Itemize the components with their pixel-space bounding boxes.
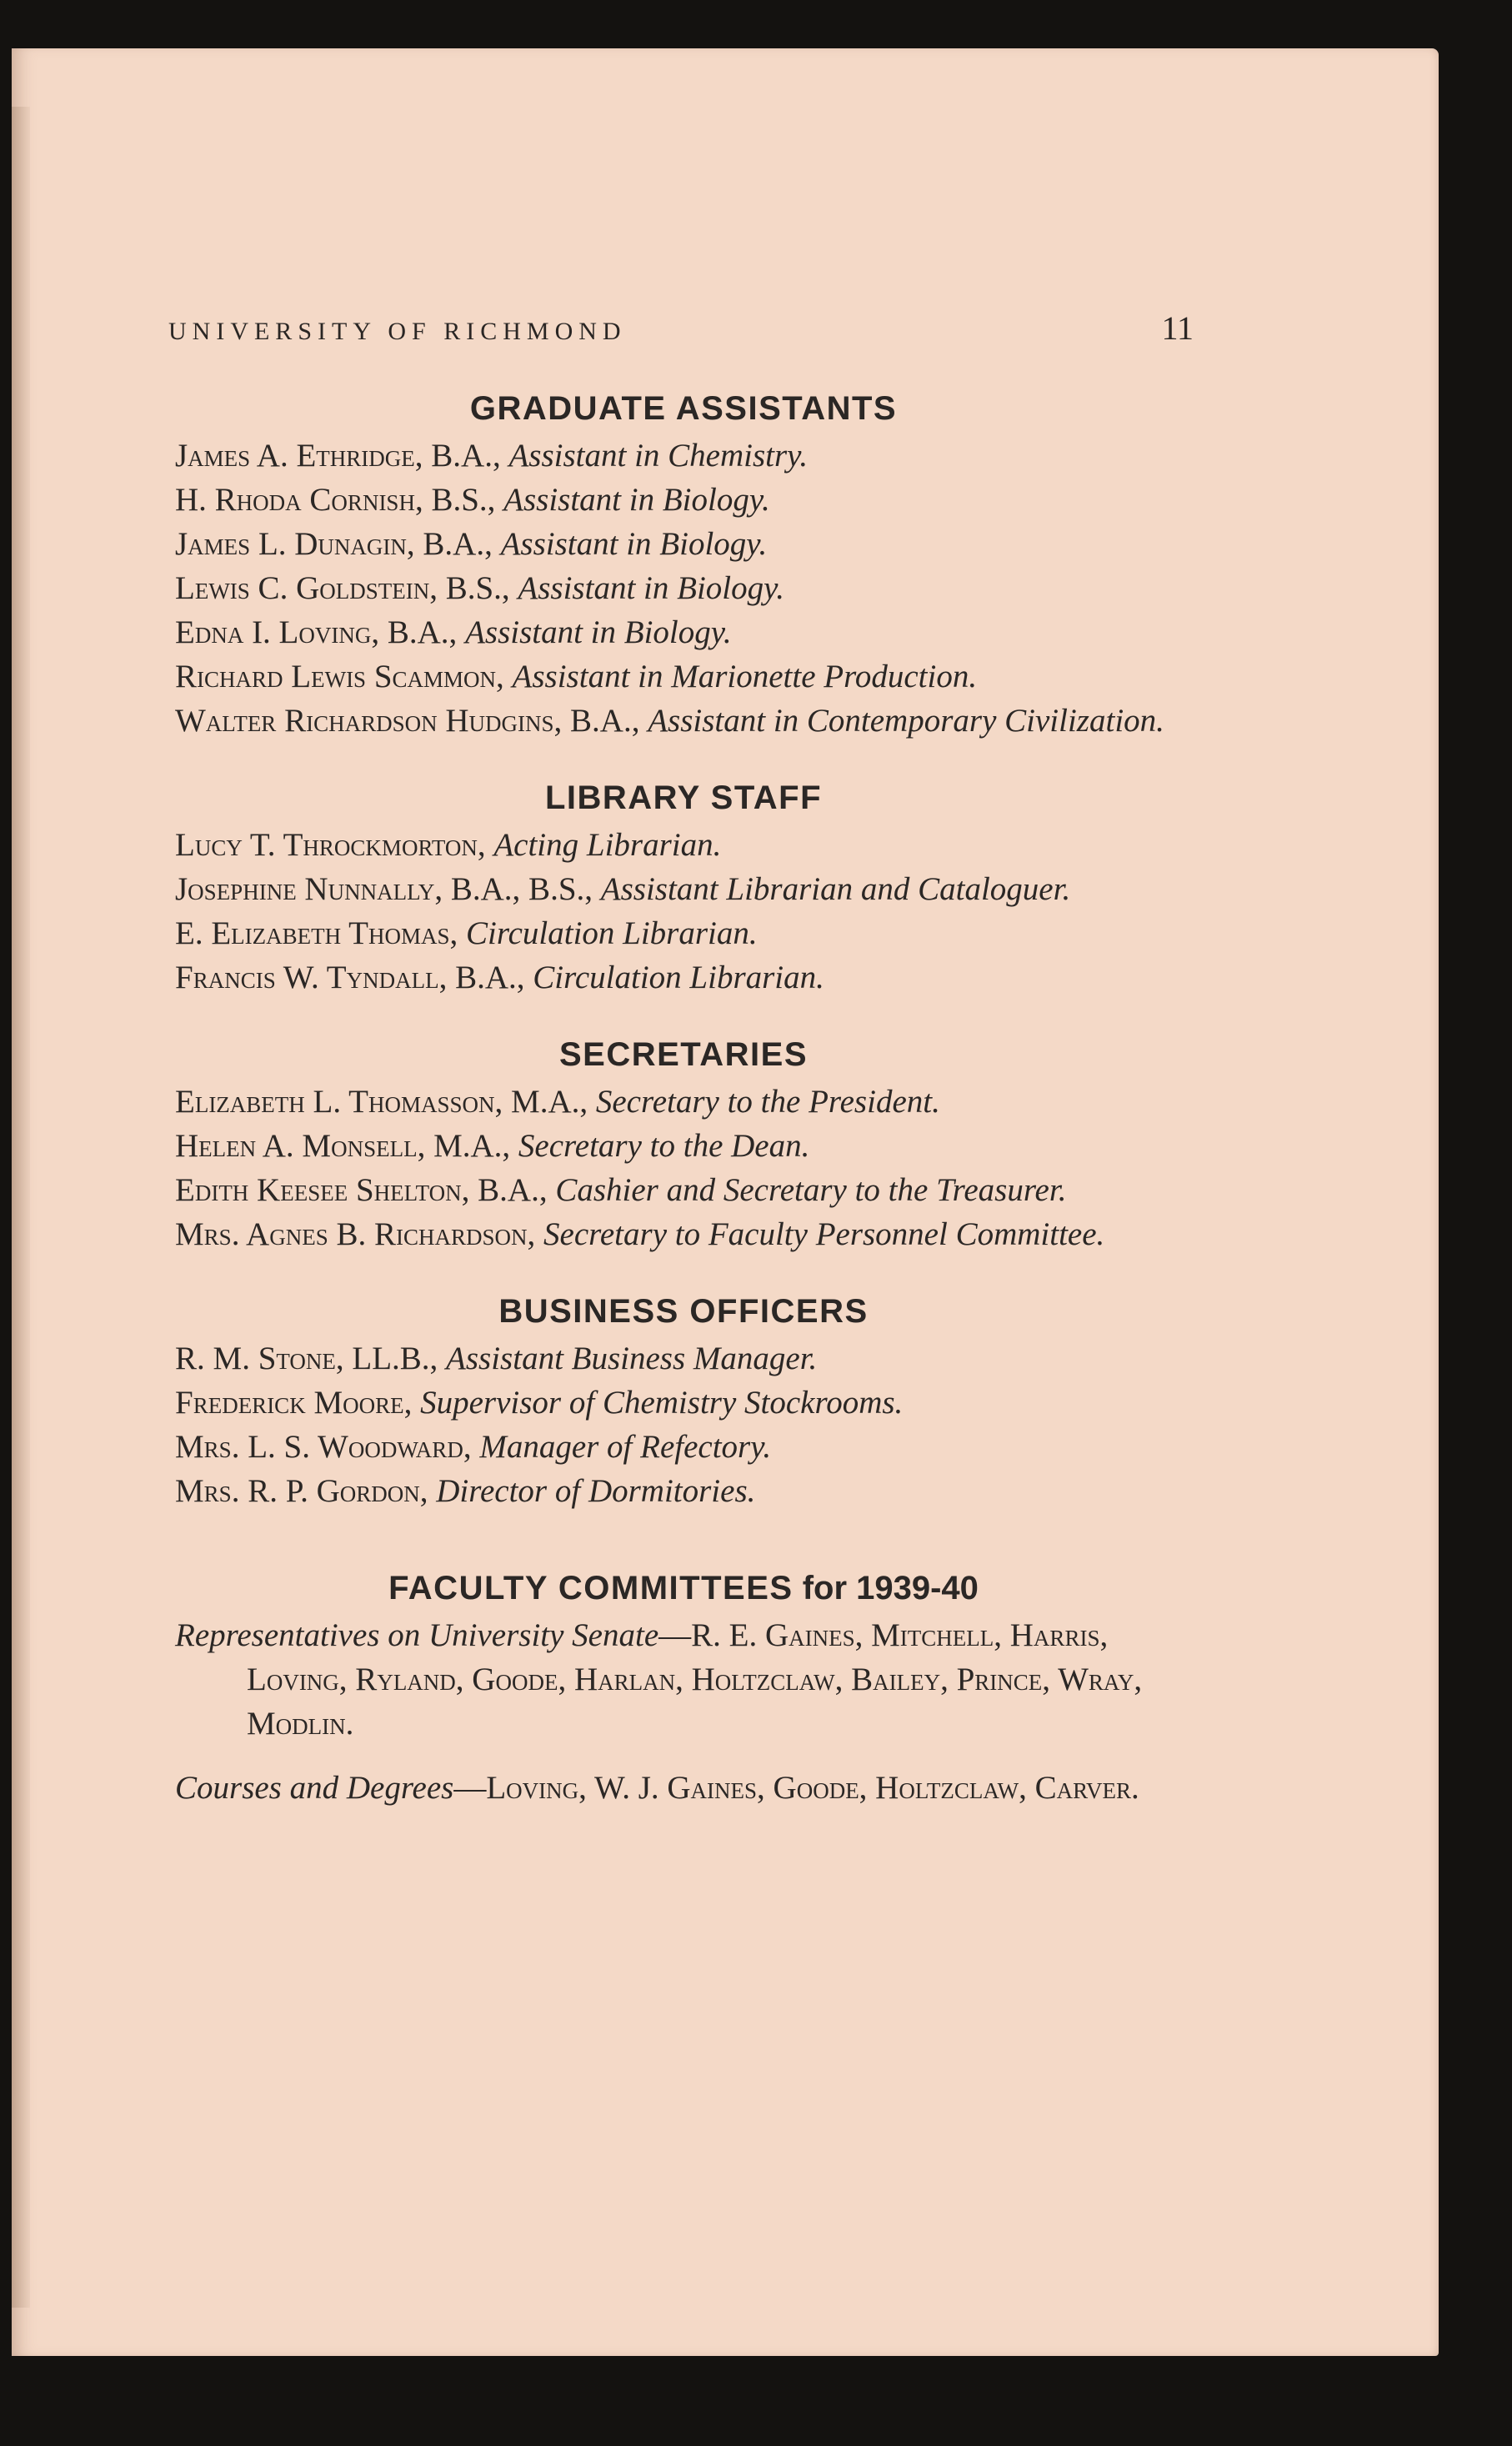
list-item: Francis W. Tyndall, B.A., Circulation Librarian.: [175, 960, 824, 995]
list-item: Helen A. Monsell, M.A., Secretary to the Dean.: [175, 1128, 810, 1164]
list-item: Representatives on University Senate—R. E. Gaines, Mitchell, Harris, Loving, Ryland, Goode, Harlan, Holtzclaw, Bailey, Prince, Wray, Modlin.: [175, 1617, 1143, 1742]
list-item: James L. Dunagin, B.A., Assistant in Biology.: [175, 526, 768, 562]
page-number: 11: [1161, 309, 1194, 347]
section-title-secretaries: SECRETARIES: [558, 1036, 809, 1073]
page-content: [175, 383, 1192, 1810]
faculty-committees-list: [175, 1613, 1192, 1810]
section-title-faculty-committees: FACULTY COMMITTEES for 1939-40: [388, 1570, 979, 1606]
book-page: [12, 48, 1439, 2356]
list-item: Edith Keesee Shelton, B.A., Cashier and Secretary to the Treasurer.: [175, 1172, 1067, 1208]
section-title-business-officers: BUSINESS OFFICERS: [498, 1293, 869, 1330]
list-item: Frederick Moore, Supervisor of Chemistry Stockrooms.: [175, 1385, 904, 1421]
business-officers-list: [175, 1336, 1192, 1513]
running-head: UNIVERSITY OF RICHMOND: [168, 318, 627, 345]
section-title-library-staff: LIBRARY STAFF: [544, 779, 823, 816]
list-item: James A. Ethridge, B.A., Assistant in Chemistry.: [175, 438, 809, 474]
list-item: Edna I. Loving, B.A., Assistant in Biology.: [175, 614, 732, 650]
list-item: Lucy T. Throckmorton, Acting Librarian.: [175, 827, 722, 863]
list-item: Mrs. Agnes B. Richardson, Secretary to Faculty Personnel Committee.: [175, 1216, 1105, 1252]
list-item: E. Elizabeth Thomas, Circulation Librarian.: [175, 915, 758, 951]
section-title-graduate-assistants: GRADUATE ASSISTANTS: [469, 390, 898, 427]
secretaries-list: [175, 1080, 1192, 1256]
page-header: [168, 308, 1194, 348]
list-item: Lewis C. Goldstein, B.S., Assistant in Biology.: [175, 570, 785, 606]
page-gutter-shadow: [12, 107, 30, 2308]
list-item: Mrs. L. S. Woodward, Manager of Refectory.: [175, 1429, 772, 1465]
list-item: Elizabeth L. Thomasson, M.A., Secretary to the President.: [175, 1084, 940, 1120]
list-item: H. Rhoda Cornish, B.S., Assistant in Biology.: [175, 482, 770, 518]
list-item: Josephine Nunnally, B.A., B.S., Assistant Librarian and Cataloguer.: [175, 871, 1071, 907]
graduate-assistants-list: [175, 434, 1192, 743]
list-item: R. M. Stone, LL.B., Assistant Business Manager.: [175, 1341, 818, 1376]
list-item: Walter Richardson Hudgins, B.A., Assistant in Contemporary Civilization.: [175, 703, 1164, 739]
list-item: Courses and Degrees—Loving, W. J. Gaines, Goode, Holtzclaw, Carver.: [175, 1770, 1139, 1806]
list-item: Richard Lewis Scammon, Assistant in Marionette Production.: [175, 659, 978, 694]
library-staff-list: [175, 823, 1192, 1000]
list-item: Mrs. R. P. Gordon, Director of Dormitories.: [175, 1473, 756, 1509]
